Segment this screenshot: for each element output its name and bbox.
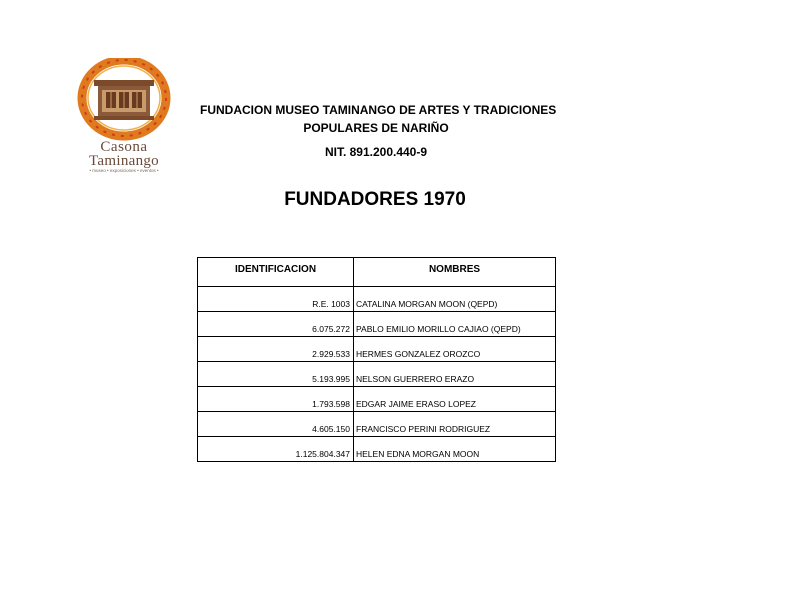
table-row — [198, 387, 556, 412]
cell-id: 4.605.150 — [198, 412, 354, 437]
house-emblem-icon — [70, 58, 178, 142]
cell-name: PABLO EMILIO MORILLO CAJIAO (QEPD) — [354, 312, 556, 337]
table-row — [198, 287, 556, 312]
table-header-row — [198, 258, 556, 287]
cell-id: 1.125.804.347 — [198, 437, 354, 462]
table-row — [198, 437, 556, 462]
cell-id: 6.075.272 — [198, 312, 354, 337]
cell-id: R.E. 1003 — [198, 287, 354, 312]
cell-id: 2.929.533 — [198, 337, 354, 362]
table-row — [198, 312, 556, 337]
logo-name-line2: Taminango — [89, 153, 159, 169]
table-row — [198, 362, 556, 387]
cell-id: 1.793.598 — [198, 387, 354, 412]
cell-id: 5.193.995 — [198, 362, 354, 387]
table-row — [198, 337, 556, 362]
foundation-name-cont: POPULARES DE NARIÑO — [303, 121, 449, 135]
foundation-name: FUNDACION MUSEO TAMINANGO DE ARTES Y TRADICIONES — [200, 103, 557, 117]
cell-name: EDGAR JAIME ERASO LOPEZ — [354, 387, 556, 412]
cell-name: HERMES GONZALEZ OROZCO — [354, 337, 556, 362]
column-header-id: IDENTIFICACION — [198, 258, 354, 287]
cell-name: NELSON GUERRERO ERAZO — [354, 362, 556, 387]
column-header-name: NOMBRES — [354, 258, 556, 287]
logo-tagline: • museo • exposiciones • eventos • — [89, 168, 159, 173]
cell-name: FRANCISCO PERINI RODRIGUEZ — [354, 412, 556, 437]
page-title: FUNDADORES 1970 — [284, 189, 466, 210]
table-row — [198, 412, 556, 437]
logo-name-line1: Casona — [100, 139, 148, 155]
cell-name: CATALINA MORGAN MOON (QEPD) — [354, 287, 556, 312]
founders-table — [197, 257, 556, 462]
casona-taminango-logo — [70, 58, 178, 176]
cell-name: HELEN EDNA MORGAN MOON — [354, 437, 556, 462]
foundation-nit: NIT. 891.200.440-9 — [324, 145, 428, 159]
